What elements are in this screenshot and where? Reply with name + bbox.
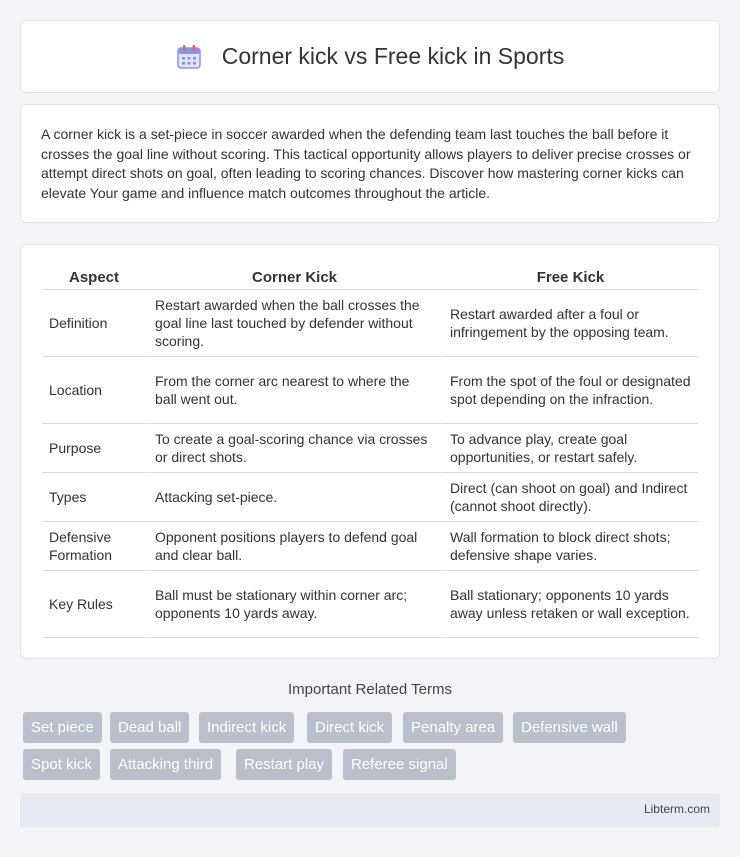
tag-referee-signal[interactable]: Referee signal	[343, 749, 456, 780]
tag-direct-kick[interactable]: Direct kick	[307, 712, 392, 743]
title-card	[20, 20, 720, 93]
table-row	[42, 290, 698, 357]
cell-aspect: Location	[42, 357, 146, 424]
related-terms-title: Important Related Terms	[288, 681, 452, 698]
header-aspect: Aspect	[42, 265, 146, 290]
footer	[20, 793, 720, 827]
intro-text: A corner kick is a set-piece in soccer awarded when the defending team last touches the ball before it crosses the goal line without scoring. This tactical opportunity allows players to deliver precise crosses or attempt direct shots on goal, often leading to scoring chances. Discover how mastering corner kicks can elevate Your game and influence match outcomes throughout the article.	[41, 126, 691, 201]
cell-free-kick: To advance play, create goal opportunities, or restart safely.	[441, 424, 698, 473]
cell-free-kick: Wall formation to block direct shots; defensive shape varies.	[441, 522, 698, 571]
comparison-table	[42, 265, 698, 638]
cell-free-kick: Ball stationary; opponents 10 yards away unless retaken or wall exception.	[441, 571, 698, 638]
cell-aspect: Purpose	[42, 424, 146, 473]
footer-site-link[interactable]: Libterm.com	[643, 802, 710, 816]
tag-dead-ball[interactable]: Dead ball	[110, 712, 189, 743]
tag-set-piece[interactable]: Set piece	[23, 712, 102, 743]
tag-attacking-third[interactable]: Attacking third	[110, 749, 221, 780]
table-row	[42, 357, 698, 424]
cell-aspect: Key Rules	[42, 571, 146, 638]
cell-aspect: Definition	[42, 290, 146, 357]
table-row	[42, 424, 698, 473]
cell-aspect: Types	[42, 473, 146, 522]
table-row	[42, 473, 698, 522]
header-free-kick: Free Kick	[441, 265, 698, 290]
header-corner-kick: Corner Kick	[146, 265, 441, 290]
cell-corner-kick: Attacking set-piece.	[146, 473, 441, 522]
table-row	[42, 571, 698, 638]
cell-corner-kick: Restart awarded when the ball crosses the goal line last touched by defender without scoring.	[146, 290, 441, 357]
cell-free-kick: Direct (can shoot on goal) and Indirect (cannot shoot directly).	[441, 473, 698, 522]
cell-free-kick: From the spot of the foul or designated spot depending on the infraction.	[441, 357, 698, 424]
cell-aspect: Defensive Formation	[42, 522, 146, 571]
tag-indirect-kick[interactable]: Indirect kick	[199, 712, 294, 743]
tag-defensive-wall[interactable]: Defensive wall	[513, 712, 626, 743]
table-row	[42, 522, 698, 571]
tag-restart-play[interactable]: Restart play	[236, 749, 332, 780]
cell-free-kick: Restart awarded after a foul or infringement by the opposing team.	[441, 290, 698, 357]
cell-corner-kick: From the corner arc nearest to where the ball went out.	[146, 357, 441, 424]
cell-corner-kick: Ball must be stationary within corner arc; opponents 10 yards away.	[146, 571, 441, 638]
calendar-icon	[176, 44, 202, 70]
comparison-card	[20, 244, 720, 659]
intro-card	[20, 104, 720, 223]
tag-penalty-area[interactable]: Penalty area	[403, 712, 503, 743]
cell-corner-kick: To create a goal-scoring chance via crosses or direct shots.	[146, 424, 441, 473]
table-header-row	[42, 265, 698, 290]
cell-corner-kick: Opponent positions players to defend goal and clear ball.	[146, 522, 441, 571]
page-title: Corner kick vs Free kick in Sports	[221, 43, 565, 69]
tag-spot-kick[interactable]: Spot kick	[23, 749, 100, 780]
